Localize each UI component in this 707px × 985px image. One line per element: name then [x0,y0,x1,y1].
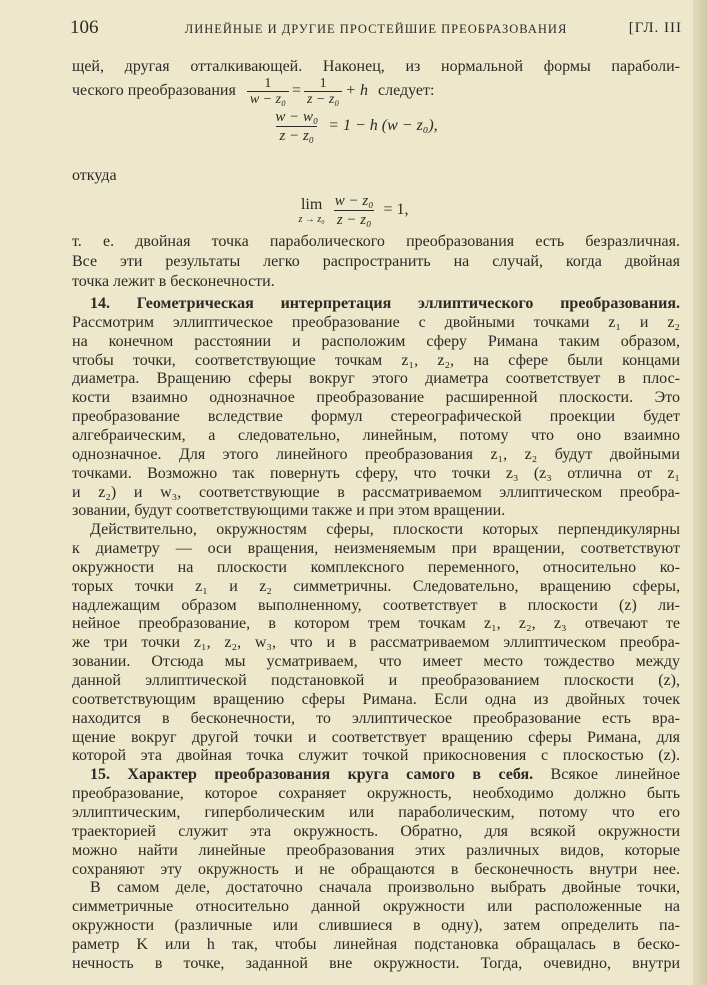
text-line: щей, другая отталкивающей. Наконец, из нормальной формы параболи- [72,58,680,75]
text-line [72,633,680,653]
line-text: надлежащим образом выполненному, соответствует в плоскости (z) ли- [72,596,680,614]
text-line [72,232,680,252]
line-text: находится в бесконечности, то эллиптическое преобразование есть вра- [72,709,680,727]
line-text: же три точки z₁, z₂, w₃, что и в рассматриваемом эллиптическом преобра- [72,634,680,652]
text-line [90,878,680,898]
numerator: 1 [319,75,327,91]
page-number: 106 [70,17,99,38]
numerator: w − z₀ [334,193,374,209]
line-text: можно найти линейные преобразования этих различных видов, которые [72,841,680,859]
inline-formula-line [72,74,680,108]
text-line [72,351,680,371]
text-line [72,596,680,616]
text-line [90,294,680,314]
text-line [72,784,680,804]
text-line [72,501,680,521]
text-line [72,897,680,917]
equation-1 [0,108,707,145]
text-line [72,558,680,578]
line-text: щение вокруг другой точки и соответствует вращению сферы Римана, для [72,728,680,746]
text-line [72,369,680,389]
fraction [332,192,377,229]
equation-rhs: = 1 − h (w − z₀), [328,117,438,135]
lim-label: lim [300,196,323,213]
line-text: В самом деле, достаточно сначала произвольно выбрать двойные точки, [90,879,680,897]
text-line [72,426,680,446]
line-text: зовании, будут соответствующими также и при этом вращении. [72,502,506,520]
equals-sign: = [291,82,301,99]
text-line [72,709,680,729]
lim-subscript: z → z₀ [298,214,325,225]
text-line [72,272,680,292]
line-text: однозначное. Для этого линейного преобразования z₁, z₂ будут двойными [72,445,680,463]
denominator: z − z₀ [276,126,317,145]
fraction [247,76,289,107]
text-line [72,407,680,427]
line-text: Действительно, окружностям сферы, плоскости которых перпендикулярны [90,521,680,539]
text-line [72,388,680,408]
text-line [72,332,680,352]
text-line [72,614,680,634]
text-line: откуда [72,167,117,184]
text-line [72,860,680,880]
equation-rhs: = 1, [383,201,409,219]
line-text: торых точки z₁ и z₂ симметричны. Следовательно, вращению сферы, [72,577,680,595]
denominator: z − z₀ [304,91,342,107]
text-fragment: следует: [378,82,435,99]
fraction [304,76,342,107]
fraction [272,108,321,145]
text-line [72,690,680,710]
line-text: симметричные относительно данной окружности или расположенные на [72,898,680,916]
text-line [72,445,680,465]
text-fragment: ческого преобразования [72,82,236,99]
text-line [72,728,680,748]
running-header [70,17,682,41]
line-text: эллиптическим, гиперболическим или параболическим, потому что его [72,803,680,821]
line-text: на конечном расстоянии и расположим сферу Римана таким образом, [72,332,680,350]
line-text: соответствующим вращению сферы Римана. Если одна из двойных точек [72,690,680,708]
page-edge-shadow [693,0,707,985]
text-line [72,935,680,955]
text-line [72,746,680,766]
numerator: 1 [264,75,272,91]
line-text: к диаметру — оси вращения, неизменяемым при вращении, соответствуют [72,540,680,558]
line-text: нейное преобразование, в котором трем точкам z₁, z₂, z₃ отвечают те [72,615,680,633]
running-title: ЛИНЕЙНЫЕ И ДРУГИЕ ПРОСТЕЙШИЕ ПРЕОБРАЗОВАНИЯ [184,22,568,36]
text-line [72,954,680,974]
text-line [72,803,680,823]
line-text: которой эта двойная точка служит точкой прикосновения с плоскостью (z). [72,747,680,765]
limit-operator [299,196,325,225]
text-line [72,483,680,503]
line-text: зовании. Отсюда мы усматриваем, что имеет место тождество между [72,653,680,671]
text-line [72,252,680,272]
line-text: преобразование, которое сохраняет окружность, необходимо должно быть [72,785,680,803]
equation-2 [0,192,707,229]
line-text: диаметра. Вращению сферы вокруг этого диаметра соответствует в плос- [72,370,680,388]
line-text: окружности (различные или слившиеся в одну), затем определить па- [72,917,680,935]
line-text: Всякое линейное [533,766,680,784]
text-line [90,520,680,540]
line-text: траекторией служит эта окружность. Обратно, для всякой окружности [72,822,680,840]
text-line [72,841,680,861]
text-line [90,765,680,785]
line-text: кости взаимно однозначное преобразование расширенной плоскости. Это [72,389,680,407]
line-text: данной эллиптической подстановкой и преобразованием плоскости (z), [72,672,680,689]
line-text: т. е. двойная точка параболического преобразования есть безразличная. [72,233,680,250]
line-text: и z₂) и w₃, соответствующие в рассматриваемом эллиптическом преобра- [72,483,680,501]
line-text: точками. Возможно так повернуть сферу, что точки z₃ (z₃ отлична от z₁ [72,464,680,482]
line-text: окружности на плоскости комплексного переменного, относительно ко- [72,558,680,576]
section-heading: 14. Геометрическая интерпретация эллиптического преобразования. [90,295,680,312]
line-text: сохраняют эту окружность и не обращаются в бесконечность внутри нее. [72,860,680,878]
section-heading: 15. Характер преобразования круга самого в себя. [90,766,534,784]
line-text: преобразование вследствие формул стереографической проекции будет [72,408,680,426]
text-line [72,671,680,691]
denominator: z − z₀ [334,210,375,229]
text-line [72,313,680,333]
line-text: Рассмотрим эллиптическое преобразование с двойными точками z₁ и z₂ [72,313,680,331]
text-line [72,539,680,559]
line-text: нечность в точке, заданной вне окружности. Тогда, очевидно, внутри [72,954,680,972]
line-text: Все эти результаты легко распространить на случай, когда двойная [72,253,680,270]
denominator: w − z₀ [247,91,289,107]
line-text: алгебраическим, а следовательно, линейным, потому что оно взаимно [72,426,680,444]
text-line [72,577,680,597]
line-text: точка лежит в бесконечности. [72,273,275,290]
chapter-label: [ГЛ. III [628,20,682,36]
line-text: раметр K или h так, чтобы линейная подстановка обращалась в беско- [72,935,680,953]
text-line [72,916,680,936]
text-line [72,652,680,672]
numerator: w − w₀ [275,109,319,125]
formula-term: + h [345,82,368,99]
line-text: чтобы точки, соответствующие точкам z₁, z₂, на сфере были концами [72,351,680,369]
text-line [72,822,680,842]
text-line [72,464,680,484]
